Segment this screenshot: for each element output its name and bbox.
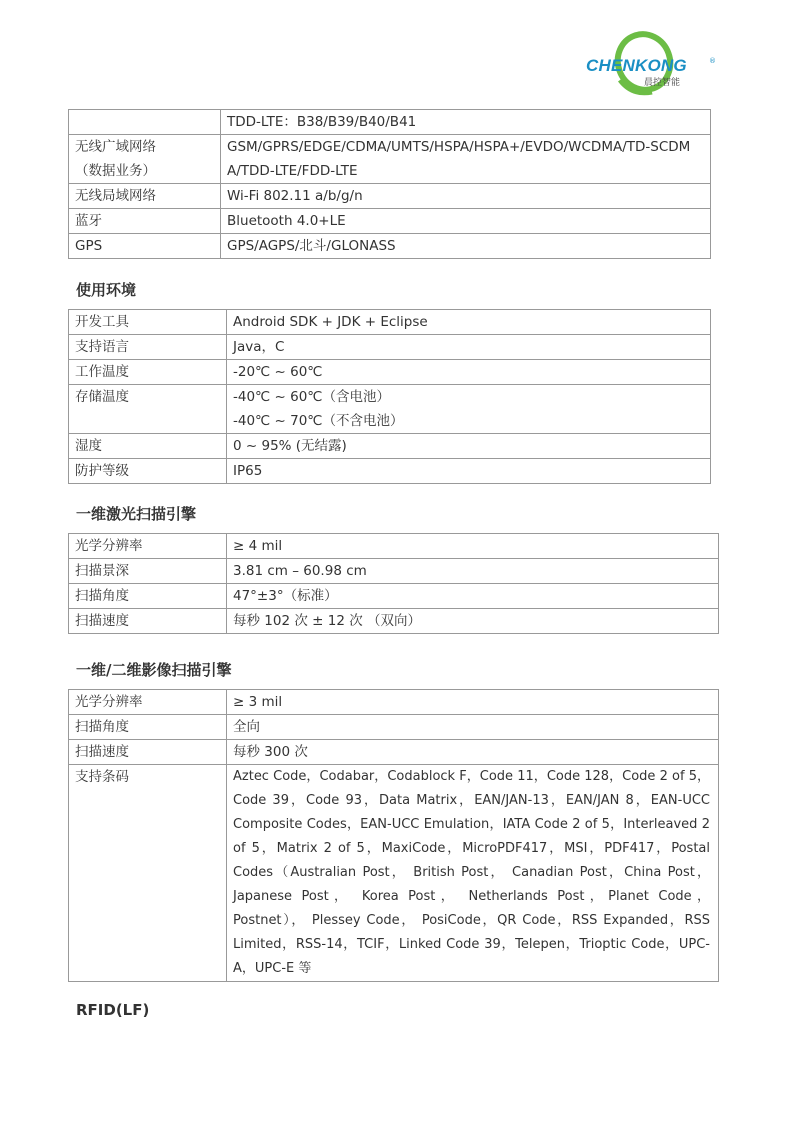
spec-value: 0 ~ 95% (无结露) [227,434,711,459]
table-row [69,184,711,209]
spec-key: 蓝牙 [69,209,221,234]
spec-value: 47°±3°（标准） [227,584,719,609]
spec-key: 扫描角度 [69,584,227,609]
spec-key: 扫描速度 [69,740,227,765]
spec-value-line: -40℃ ~ 70℃（不含电池） [233,413,404,429]
registered-mark: ® [709,57,716,65]
spec-key: 存储温度 [69,385,227,434]
logo-subtitle: 晨控智能 [644,78,681,88]
spec-key: 光学分辨率 [69,690,227,715]
table-row [69,110,711,135]
spec-value: GSM/GPRS/EDGE/CDMA/UMTS/HSPA/HSPA+/EVDO/WCDMA/TD-SCDMA/TDD-LTE/FDD-LTE [221,135,711,184]
table-row [69,335,711,360]
spec-value: Wi-Fi 802.11 a/b/g/n [221,184,711,209]
logo-brand-text: CHENKONG [586,56,687,75]
spec-key: 无线局域网络 [69,184,221,209]
spec-key: 支持条码 [69,765,227,982]
environment-spec-table [68,309,711,484]
table-row [69,609,719,634]
table-row [69,765,719,982]
spec-key: 光学分辨率 [69,534,227,559]
spec-value-line: -40℃ ~ 60℃（含电池） [233,389,390,405]
spec-key: 扫描角度 [69,715,227,740]
table-row [69,690,719,715]
spec-value: 每秒 300 次 [227,740,719,765]
spec-value: -20℃ ~ 60℃ [227,360,711,385]
spec-key: 开发工具 [69,310,227,335]
laser-engine-spec-table [68,533,719,634]
table-row [69,559,719,584]
company-logo [582,30,722,96]
table-row [69,385,711,434]
table-row [69,584,719,609]
section-title-imager-engine: 一维/二维影像扫描引擎 [76,661,232,679]
spec-value: Android SDK + JDK + Eclipse [227,310,711,335]
spec-value: ≥ 3 mil [227,690,719,715]
table-row [69,459,711,484]
spec-value: 3.81 cm – 60.98 cm [227,559,719,584]
spec-value: 全向 [227,715,719,740]
spec-key: 工作温度 [69,360,227,385]
table-row [69,310,711,335]
spec-key: GPS [69,234,221,259]
spec-value: GPS/AGPS/北斗/GLONASS [221,234,711,259]
spec-key: 扫描景深 [69,559,227,584]
spec-key [69,135,221,184]
supported-barcodes-value: Aztec Code，Codabar，Codablock F，Code 11，Code 128，Code 2 of 5，Code 39，Code 93，Data Matrix，EAN/JAN-13，EAN/JAN 8，EAN-UCC Composite Codes，EAN-UCC Emulation，IATA Code 2 of 5，Interleaved 2 of 5，Matrix 2 of 5，MaxiCode，MicroPDF417，MSI，PDF417，Postal Codes（Australian Post， British Post， Canadian Post，China Post，Japanese Post， Korea Post， Netherlands Post，Planet Code， Postnet）， Plessey Code， PosiCode，QR Code，RSS Expanded，RSS Limited，RSS-14，TCIF，Linked Code 39，Telepen，Trioptic Code，UPC-A，UPC-E 等 [227,765,719,982]
spec-value: Bluetooth 4.0+LE [221,209,711,234]
table-row [69,740,719,765]
section-title-rfid: RFID(LF) [76,1001,150,1019]
spec-key: 支持语言 [69,335,227,360]
table-row [69,434,711,459]
spec-value: ≥ 4 mil [227,534,719,559]
imager-engine-spec-table [68,689,719,982]
spec-value [227,385,711,434]
spec-value: Java，C [227,335,711,360]
spec-key: 扫描速度 [69,609,227,634]
spec-key-line: 无线广域网络 [75,139,156,155]
network-spec-table [68,109,711,259]
spec-key [69,110,221,135]
table-row [69,209,711,234]
spec-key-line: （数据业务） [75,163,156,179]
table-row [69,534,719,559]
spec-value: TDD-LTE：B38/B39/B40/B41 [221,110,711,135]
table-row [69,715,719,740]
table-row [69,135,711,184]
table-row [69,234,711,259]
spec-key: 湿度 [69,434,227,459]
spec-key: 防护等级 [69,459,227,484]
spec-value: 每秒 102 次 ± 12 次 （双向） [227,609,719,634]
section-title-environment: 使用环境 [76,281,137,299]
spec-value: IP65 [227,459,711,484]
section-title-laser-engine: 一维激光扫描引擎 [76,505,197,523]
table-row [69,360,711,385]
